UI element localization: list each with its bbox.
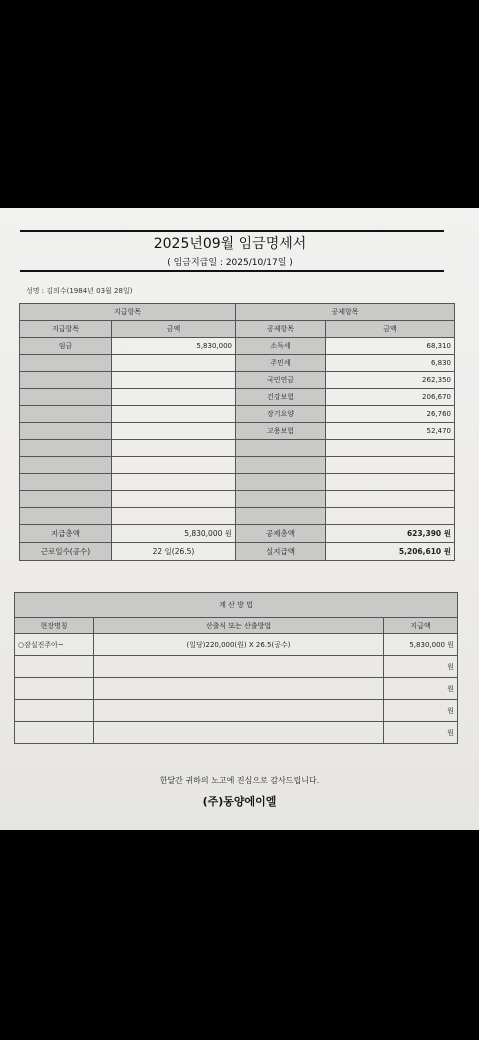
calc-site bbox=[15, 700, 94, 722]
calc-formula bbox=[94, 722, 384, 744]
pay-item-amount: 5,830,000 bbox=[112, 338, 236, 355]
col-pay-item: 지급항목 bbox=[20, 321, 112, 338]
deduct-item-name: 장기요양 bbox=[236, 406, 326, 423]
workdays-value: 22 일(26.5) bbox=[112, 543, 236, 561]
deduct-item-amount: 68,310 bbox=[326, 338, 455, 355]
total-pay-value: 5,830,000 원 bbox=[112, 525, 236, 543]
col-site: 현장명칭 bbox=[15, 618, 94, 634]
calc-amount: 원 bbox=[384, 700, 458, 722]
deduct-item-name: 건강보험 bbox=[236, 389, 326, 406]
calc-formula bbox=[94, 656, 384, 678]
calc-section-title: 계 산 방 법 bbox=[15, 593, 458, 618]
payslip-paper bbox=[0, 208, 479, 830]
calc-amount: 원 bbox=[384, 722, 458, 744]
total-deduct-label: 공제총액 bbox=[236, 525, 326, 543]
deduct-section-header: 공제항목 bbox=[236, 304, 455, 321]
pay-section-header: 지급항목 bbox=[20, 304, 236, 321]
page-title: 2025년09월 임금명세서 bbox=[153, 236, 307, 252]
total-deduct-value: 623,390 원 bbox=[326, 525, 455, 543]
net-pay-value: 5,206,610 원 bbox=[326, 543, 455, 561]
title-rule bbox=[20, 270, 444, 272]
employee-name: 성명 : 김의수(1984년 03월 28일) bbox=[26, 287, 133, 295]
calc-table bbox=[14, 592, 458, 744]
total-pay-label: 지급총액 bbox=[20, 525, 112, 543]
calc-amount: 원 bbox=[384, 656, 458, 678]
col-calc-amount: 지급액 bbox=[384, 618, 458, 634]
calc-site bbox=[15, 656, 94, 678]
col-formula: 산출식 또는 산출방법 bbox=[94, 618, 384, 634]
calc-site bbox=[15, 678, 94, 700]
deduct-item-name: 소득세 bbox=[236, 338, 326, 355]
top-rule bbox=[20, 230, 444, 232]
col-deduct-amount: 금액 bbox=[326, 321, 455, 338]
col-deduct-item: 공제항목 bbox=[236, 321, 326, 338]
calc-formula bbox=[94, 700, 384, 722]
deduct-item-name: 국민연금 bbox=[236, 372, 326, 389]
deduct-item-name: 주민세 bbox=[236, 355, 326, 372]
calc-amount: 원 bbox=[384, 678, 458, 700]
calc-formula: (일당)220,000(원) X 26.5(공수) bbox=[94, 634, 384, 656]
col-pay-amount: 금액 bbox=[112, 321, 236, 338]
deduct-item-amount: 26,760 bbox=[326, 406, 455, 423]
pay-date: ( 임금지급일 : 2025/10/17일 ) bbox=[167, 258, 293, 268]
thanks-message: 한달간 귀하의 노고에 진심으로 감사드립니다. bbox=[159, 776, 320, 785]
deduct-item-amount: 206,670 bbox=[326, 389, 455, 406]
deduct-item-amount: 6,830 bbox=[326, 355, 455, 372]
pay-item-name: 임금 bbox=[20, 338, 112, 355]
calc-site: ○잠실진주아~ bbox=[15, 634, 94, 656]
calc-formula bbox=[94, 678, 384, 700]
deduct-item-amount: 52,470 bbox=[326, 423, 455, 440]
pay-table bbox=[19, 303, 455, 561]
workdays-label: 근로일수(공수) bbox=[20, 543, 112, 561]
company-name: (주)동양에이엘 bbox=[202, 795, 277, 808]
net-pay-label: 실지급액 bbox=[236, 543, 326, 561]
calc-amount: 5,830,000 원 bbox=[384, 634, 458, 656]
deduct-item-amount: 262,350 bbox=[326, 372, 455, 389]
deduct-item-name: 고용보험 bbox=[236, 423, 326, 440]
calc-site bbox=[15, 722, 94, 744]
